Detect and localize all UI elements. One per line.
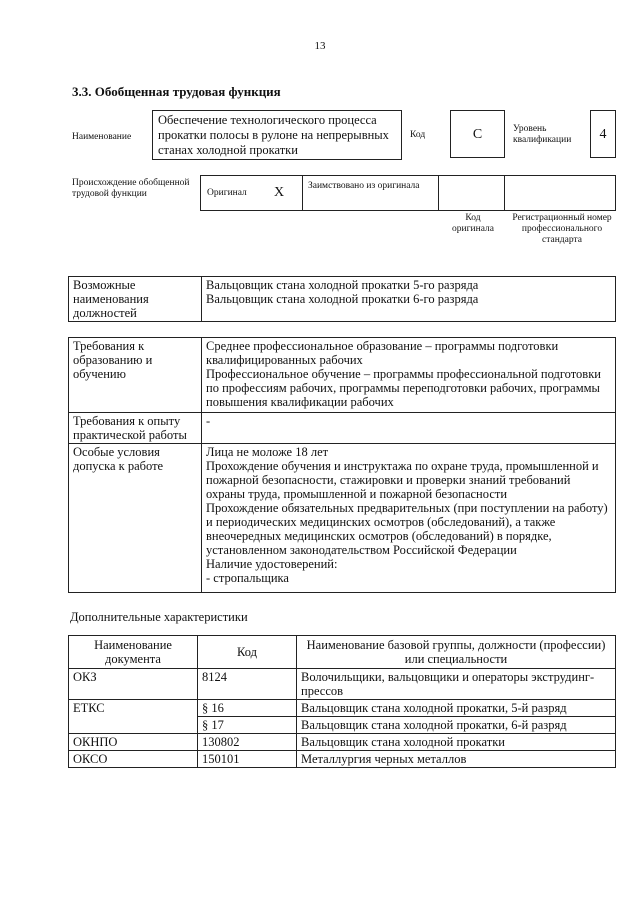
code-value: С [450,110,505,158]
req-line: Наличие удостоверений: [206,557,338,571]
positions-table [68,276,616,322]
origin-label: Происхождение обобщенной трудовой функции [72,178,190,199]
level-value: 4 [590,110,616,158]
cell-name: Волочильщики, вальцовщики и операторы экструдинг-прессов [297,669,616,700]
original-label: Оригинал [207,188,247,198]
req-label-conditions: Особые условия допуска к работе [69,444,202,593]
req-label-experience: Требования к опыту практической работы [69,413,202,444]
req-value-experience [202,413,616,444]
cell-name: Вальцовщик стана холодной прокатки, 5-й разряд [297,700,616,717]
requirements-table [68,337,616,593]
cell-name: Вальцовщик стана холодной прокатки [297,734,616,751]
additional-title: Дополнительные характеристики [70,610,248,624]
table-row [69,700,616,717]
page-number: 13 [314,40,326,52]
cell-code: § 16 [198,700,297,717]
req-value-education [202,338,616,413]
additional-table [68,635,616,768]
code-original-caption: Код оригинала [452,213,494,234]
cell-doc: ОКНПО [69,734,198,751]
cell-code: 150101 [198,751,297,768]
header-name: Наименование базовой группы, должности (профессии) или специальности [297,636,616,669]
original-mark: Х [274,185,285,200]
req-line: - [206,414,211,428]
req-value-conditions [202,444,616,593]
header-doc: Наименование документа [69,636,198,669]
origin-divider-1 [302,175,303,211]
level-label: Уровень квалификации [513,124,572,145]
cell-name: Металлургия черных металлов [297,751,616,768]
reg-number-caption: Регистрационный номер профессионального стандарта [512,213,612,245]
req-line: Прохождение обязательных предварительных (при поступлении на работу) и периодических медицинских осмотров (обследований), а также внеочередных медицинских осмотров (обследований) в порядке, установленном законодательством Российской Федерации [206,501,608,557]
cell-doc: ЕТКС [69,700,198,734]
position-item: Вальцовщик стана холодной прокатки 6-го разряда [206,292,479,306]
name-label: Наименование [72,132,132,142]
positions-label: Возможные наименования должностей [69,277,202,322]
cell-code: 130802 [198,734,297,751]
req-line: Лица не моложе 18 лет [206,445,329,459]
origin-divider-3 [504,175,505,211]
borrowed-label: Заимствовано из оригинала [308,181,420,191]
req-line: - стропальщика [206,571,289,585]
positions-values [202,277,616,322]
table-row [69,669,616,700]
cell-name: Вальцовщик стана холодной прокатки, 6-й разряд [297,717,616,734]
req-line: Профессиональное обучение – программы профессиональной подготовки по профессиям рабочих, программы переподготовки рабочих, программы повышения квалификации рабочих [206,367,601,409]
origin-divider-2 [438,175,439,211]
req-label-education: Требования к образованию и обучению [69,338,202,413]
req-line: Среднее профессиональное образование – программы подготовки квалифицированных рабочих [206,339,559,367]
table-row [69,734,616,751]
cell-code: § 17 [198,717,297,734]
req-line: Прохождение обучения и инструктажа по охране труда, промышленной и пожарной безопасности, стажировки и проверки знаний требований охраны труда, промышленной и пожарной безопасности [206,459,599,501]
position-item: Вальцовщик стана холодной прокатки 5-го разряда [206,278,479,292]
header-code: Код [198,636,297,669]
cell-code: 8124 [198,669,297,700]
cell-doc: ОКЗ [69,669,198,700]
table-row [69,751,616,768]
section-title: 3.3. Обобщенная трудовая функция [72,84,281,99]
cell-doc: ОКСО [69,751,198,768]
function-name: Обеспечение технологического процесса прокатки полосы в рулоне на непрерывных станах холодной прокатки [152,110,402,160]
code-label: Код [410,130,426,140]
